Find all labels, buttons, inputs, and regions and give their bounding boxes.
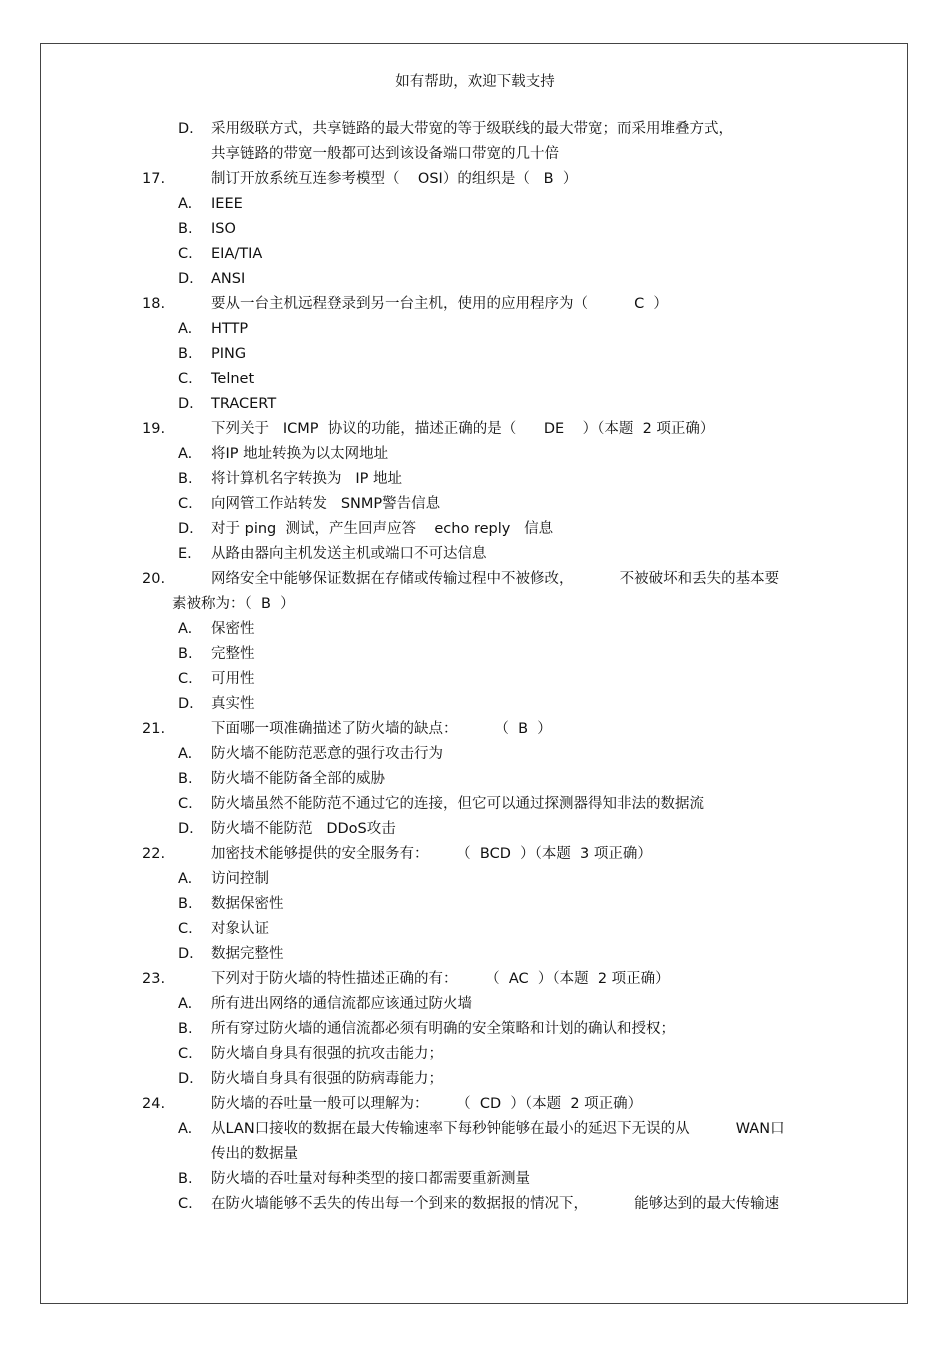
option-line [0, 117, 950, 142]
line-label: B. [178, 346, 193, 362]
question-line [0, 292, 950, 317]
line-label: C. [178, 921, 193, 937]
option-line [0, 817, 950, 842]
line-label: 20. [142, 571, 166, 587]
option-line [0, 792, 950, 817]
line-text: 防火墙自身具有很强的防病毒能力； [211, 1071, 443, 1087]
line-text: Telnet [211, 371, 255, 387]
line-label: C. [178, 1046, 193, 1062]
line-label: D. [178, 396, 194, 412]
line-label: D. [178, 696, 194, 712]
option-line [0, 942, 950, 967]
line-text: 向网管工作站转发 SNMP警告信息 [211, 496, 441, 512]
question-line [0, 567, 950, 592]
line-text: 要从一台主机远程登录到另一台主机，使用的应用程序为（ C ） [211, 296, 668, 312]
option-line [0, 317, 950, 342]
line-label: C. [178, 496, 193, 512]
line-text: 下列对于防火墙的特性描述正确的有： （ AC ）（本题 2 项正确） [211, 971, 670, 987]
line-text: IEEE [211, 196, 243, 212]
option-line [0, 742, 950, 767]
question-line [0, 717, 950, 742]
line-text: 防火墙不能防范恶意的强行攻击行为 [211, 746, 443, 762]
option-line [0, 867, 950, 892]
line-text: PING [211, 346, 247, 362]
line-label: 23. [142, 971, 166, 987]
line-label: D. [178, 821, 194, 837]
option-line [0, 242, 950, 267]
option-line [0, 467, 950, 492]
line-text: 可用性 [211, 671, 255, 687]
line-label: D. [178, 1071, 194, 1087]
line-label: C. [178, 371, 193, 387]
line-text: ANSI [211, 271, 246, 287]
line-text: 数据完整性 [211, 946, 284, 962]
question-line [0, 1092, 950, 1117]
line-text: 对象认证 [211, 921, 269, 937]
option-line [0, 492, 950, 517]
line-label: A. [178, 996, 193, 1012]
line-text: 保密性 [211, 621, 255, 637]
line-text: 传出的数据量 [211, 1146, 298, 1162]
option-line [0, 1067, 950, 1092]
option-line [0, 1117, 950, 1142]
page-header: 如有帮助，欢迎下载支持 [395, 74, 555, 90]
continuation-line [0, 142, 950, 167]
question-line [0, 842, 950, 867]
line-text: 从路由器向主机发送主机或端口不可达信息 [211, 546, 487, 562]
line-label: B. [178, 896, 193, 912]
line-label: 22. [142, 846, 166, 862]
line-text: HTTP [211, 321, 249, 337]
line-text: 将计算机名字转换为 IP 地址 [211, 471, 402, 487]
line-label: A. [178, 621, 193, 637]
line-text: 网络安全中能够保证数据在存储或传输过程中不被修改， 不被破坏和丢失的基本要 [211, 571, 780, 587]
line-label: B. [178, 646, 193, 662]
line-text: 所有穿过防火墙的通信流都必须有明确的安全策略和计划的确认和授权； [211, 1021, 675, 1037]
line-label: 17. [142, 171, 166, 187]
question-line [0, 417, 950, 442]
line-label: B. [178, 1171, 193, 1187]
option-line [0, 542, 950, 567]
line-label: B. [178, 221, 193, 237]
line-label: 19. [142, 421, 166, 437]
line-text: 防火墙的吞吐量一般可以理解为： （ CD ）（本题 2 项正确） [211, 1096, 643, 1112]
line-label: A. [178, 871, 193, 887]
option-line [0, 1042, 950, 1067]
question-line [0, 967, 950, 992]
line-text: 将IP 地址转换为以太网地址 [211, 446, 389, 462]
line-text: 所有进出网络的通信流都应该通过防火墙 [211, 996, 472, 1012]
option-line [0, 917, 950, 942]
option-line [0, 667, 950, 692]
option-line [0, 267, 950, 292]
line-text: 防火墙虽然不能防范不通过它的连接，但它可以通过探测器得知非法的数据流 [211, 796, 704, 812]
line-label: C. [178, 246, 193, 262]
option-line [0, 892, 950, 917]
option-line [0, 392, 950, 417]
option-line [0, 442, 950, 467]
line-text: 采用级联方式，共享链路的最大带宽的等于级联线的最大带宽；而采用堆叠方式， [211, 121, 733, 137]
line-label: B. [178, 471, 193, 487]
line-label: A. [178, 1121, 193, 1137]
line-label: B. [178, 1021, 193, 1037]
line-text: 数据保密性 [211, 896, 284, 912]
option-line [0, 1167, 950, 1192]
line-text: 完整性 [211, 646, 255, 662]
option-line [0, 517, 950, 542]
line-label: D. [178, 121, 194, 137]
line-label: E. [178, 546, 192, 562]
line-text: 防火墙自身具有很强的抗攻击能力； [211, 1046, 443, 1062]
line-label: A. [178, 321, 193, 337]
line-text: 防火墙不能防备全部的威胁 [211, 771, 385, 787]
line-label: D. [178, 521, 194, 537]
option-line [0, 642, 950, 667]
line-text: TRACERT [211, 396, 277, 412]
option-line [0, 992, 950, 1017]
line-label: D. [178, 946, 194, 962]
continuation-line [0, 1142, 950, 1167]
option-line [0, 192, 950, 217]
option-line [0, 1017, 950, 1042]
question-line [0, 167, 950, 192]
line-text: EIA/TIA [211, 246, 263, 262]
line-label: A. [178, 446, 193, 462]
line-text: 从LAN口接收的数据在最大传输速率下每秒钟能够在最小的延迟下无误的从 WAN口 [211, 1121, 785, 1137]
continuation-line [0, 592, 950, 617]
line-text: 防火墙的吞吐量对每种类型的接口都需要重新测量 [211, 1171, 530, 1187]
line-label: B. [178, 771, 193, 787]
line-text: 加密技术能够提供的安全服务有： （ BCD ）（本题 3 项正确） [211, 846, 652, 862]
line-text: 对于 ping 测试，产生回声应答 echo reply 信息 [211, 521, 554, 537]
line-label: A. [178, 196, 193, 212]
line-label: 24. [142, 1096, 166, 1112]
line-label: C. [178, 671, 193, 687]
line-label: C. [178, 1196, 193, 1212]
line-text: 制订开放系统互连参考模型（ OSI）的组织是（ B ） [211, 171, 578, 187]
line-text: ISO [211, 221, 236, 237]
line-text: 下面哪一项准确描述了防火墙的缺点： （ B ） [211, 721, 552, 737]
line-label: D. [178, 271, 194, 287]
option-line [0, 342, 950, 367]
line-label: A. [178, 746, 193, 762]
line-label: 21. [142, 721, 166, 737]
document-body [0, 117, 950, 1217]
option-line [0, 692, 950, 717]
line-label: 18. [142, 296, 166, 312]
line-text: 下列关于 ICMP 协议的功能，描述正确的是（ DE ）（本题 2 项正确） [211, 421, 715, 437]
option-line [0, 1192, 950, 1217]
option-line [0, 367, 950, 392]
line-text: 素被称为：（ B ） [172, 596, 295, 612]
option-line [0, 217, 950, 242]
line-text: 真实性 [211, 696, 255, 712]
option-line [0, 617, 950, 642]
option-line [0, 767, 950, 792]
line-text: 防火墙不能防范 DDoS攻击 [211, 821, 396, 837]
line-label: C. [178, 796, 193, 812]
line-text: 在防火墙能够不丢失的传出每一个到来的数据报的情况下， 能够达到的最大传输速 [211, 1196, 780, 1212]
line-text: 共享链路的带宽一般都可达到该设备端口带宽的几十倍 [211, 146, 559, 162]
line-text: 访问控制 [211, 871, 269, 887]
